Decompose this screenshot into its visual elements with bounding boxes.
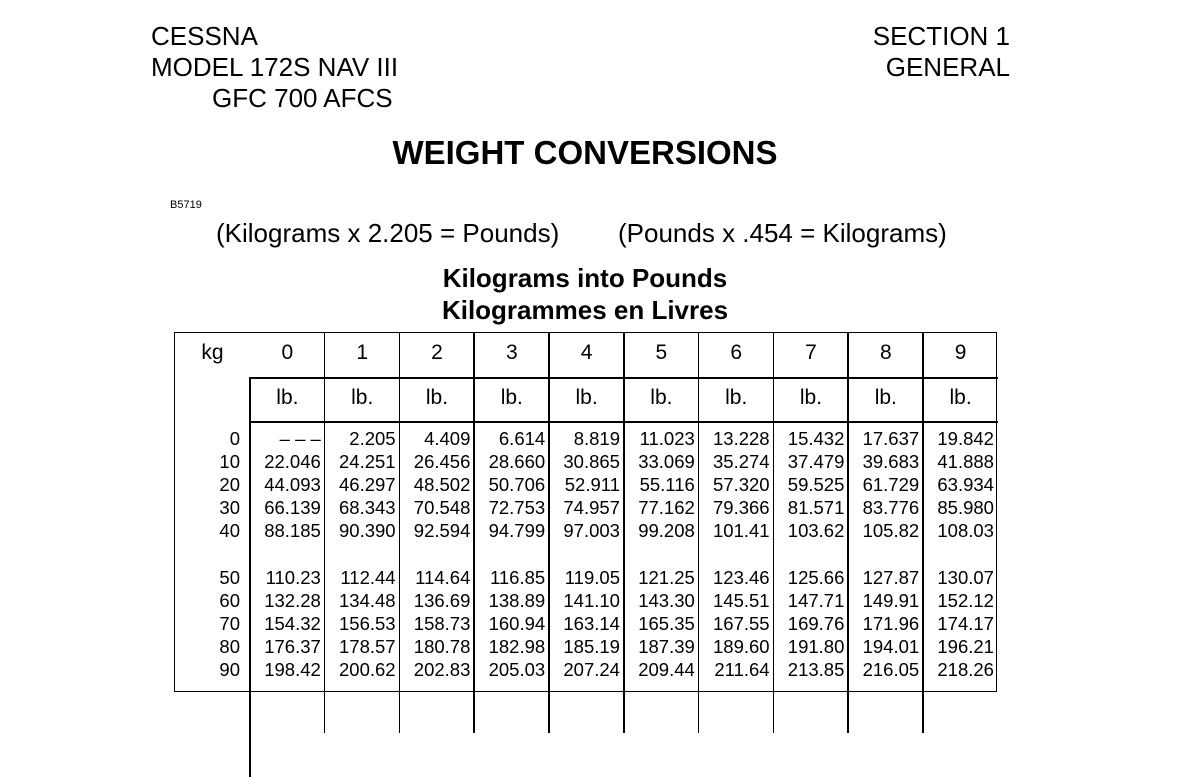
table-cell: 46.297 [339, 474, 396, 495]
table-cell: 26.456 [413, 451, 471, 472]
table-cell: 112.44 [340, 567, 396, 588]
table-cell: 108.03 [937, 520, 994, 541]
table-cell: 194.01 [862, 636, 920, 657]
table-cell: 77.162 [638, 497, 695, 518]
table-cell: 39.683 [862, 451, 920, 472]
table-cell: 35.274 [713, 451, 770, 472]
table-cell: 165.35 [638, 613, 695, 634]
column-header: 1 [356, 341, 369, 364]
header-autopilot: GFC 700 AFCS [212, 83, 393, 113]
table-cell: 24.251 [339, 451, 396, 472]
table-cell: 28.660 [488, 451, 546, 472]
table-cell: 185.19 [563, 636, 620, 657]
unit-label: lb. [351, 386, 374, 409]
table-cell: 79.366 [713, 497, 770, 518]
row-kg-value: 40 [219, 520, 240, 541]
table-cell: 48.502 [413, 474, 471, 495]
table-cell: 15.432 [787, 428, 845, 449]
unit-label: lb. [575, 386, 598, 409]
table-cell: 154.32 [264, 613, 321, 634]
table-cell: 205.03 [488, 659, 546, 680]
table-cell: 123.46 [713, 567, 770, 588]
table-cell: 8.819 [573, 428, 620, 449]
table-cell: 187.39 [638, 636, 695, 657]
row-kg-value: 50 [219, 567, 240, 588]
page-title: WEIGHT CONVERSIONS [392, 134, 778, 171]
table-cell: 191.80 [787, 636, 845, 657]
table-cell: 163.14 [563, 613, 620, 634]
header-right [860, 21, 1010, 83]
table-cell: 178.57 [339, 636, 396, 657]
table-cell: 11.023 [639, 428, 695, 449]
table-cell: 99.208 [638, 520, 695, 541]
table-cell: 156.53 [339, 613, 396, 634]
table-cell: 158.73 [413, 613, 471, 634]
table-cell: 57.320 [713, 474, 770, 495]
table-cell: 110.23 [265, 567, 321, 588]
row-kg-value: 80 [219, 636, 240, 657]
column-header: 8 [879, 341, 892, 364]
conversion-table [174, 332, 997, 692]
table-cell: 121.25 [638, 567, 695, 588]
header-row-divider [250, 377, 998, 379]
row-kg-value: 30 [219, 497, 240, 518]
table-cell: 74.957 [563, 497, 620, 518]
figure-code: B5719 [170, 199, 202, 211]
header-left [151, 21, 398, 114]
row-kg-value: 10 [219, 451, 240, 472]
table-cell: 13.228 [713, 428, 770, 449]
subtitle-french: Kilogrammes en Livres [441, 295, 729, 325]
column-header: 6 [730, 341, 743, 364]
unit-label: lb. [949, 386, 972, 409]
table-cell: 52.911 [564, 474, 620, 495]
table-cell: 147.71 [787, 590, 845, 611]
table-cell: 149.91 [862, 590, 920, 611]
table-cell: 88.185 [264, 520, 321, 541]
table-cell: 101.41 [713, 520, 770, 541]
column-header: 3 [505, 341, 518, 364]
header-model: MODEL 172S NAV III [151, 52, 399, 82]
unit-label: lb. [799, 386, 823, 409]
table-cell: 68.343 [339, 497, 396, 518]
table-cell: 81.571 [787, 497, 845, 518]
formula-kg-to-lb: (Kilograms x 2.205 = Pounds) [216, 218, 560, 248]
table-cell: 63.934 [937, 474, 994, 495]
table-cell: 2.205 [349, 428, 396, 449]
table-cell: 198.42 [264, 659, 321, 680]
column-header: 9 [954, 341, 967, 364]
table-cell: 4.409 [424, 428, 471, 449]
table-cell: 174.17 [937, 613, 994, 634]
table-cell: 83.776 [862, 497, 920, 518]
formula-lb-to-kg: (Pounds x .454 = Kilograms) [618, 218, 947, 248]
table-cell: 202.83 [413, 659, 471, 680]
unit-label: lb. [725, 386, 748, 409]
table-cell: 55.116 [639, 474, 695, 495]
table-cell: 143.30 [638, 590, 695, 611]
table-cell: 130.07 [937, 567, 994, 588]
table-cell: 22.046 [264, 451, 321, 472]
table-cell: 119.05 [564, 567, 620, 588]
table-cell: 169.76 [787, 613, 845, 634]
table-cell: 182.98 [488, 636, 546, 657]
table-cell: 30.865 [563, 451, 620, 472]
table-cell: 152.12 [937, 590, 994, 611]
row-kg-value: 0 [229, 428, 240, 449]
table-cell: 167.55 [713, 613, 770, 634]
table-cell: 17.637 [862, 428, 920, 449]
unit-label: lb. [874, 386, 897, 409]
table-cell: 125.66 [787, 567, 845, 588]
table-cell: 209.44 [638, 659, 695, 680]
subtitle-english: Kilograms into Pounds [442, 263, 728, 293]
row-kg-value: 20 [219, 474, 240, 495]
table-cell: 116.85 [489, 567, 546, 588]
column-header: 7 [805, 341, 817, 364]
table-cell: 211.64 [714, 659, 770, 680]
table-cell: 61.729 [862, 474, 920, 495]
table-cell: 171.96 [862, 613, 920, 634]
table-cell: 138.89 [488, 590, 546, 611]
table-cell: 94.799 [488, 520, 546, 541]
unit-row-divider [250, 421, 998, 423]
table-cell: 218.26 [937, 659, 994, 680]
header-section-name: GENERAL [885, 52, 1010, 82]
header-manufacturer: CESSNA [151, 21, 258, 51]
table-cell: 160.94 [488, 613, 546, 634]
table-cell: 41.888 [937, 451, 994, 472]
table-cell: 132.28 [264, 590, 321, 611]
table-cell: 213.85 [787, 659, 845, 680]
table-cell: 136.69 [413, 590, 471, 611]
table-cell: 50.706 [488, 474, 546, 495]
unit-label: lb. [650, 386, 673, 409]
table-cell: 33.069 [638, 451, 695, 472]
column-header: 0 [281, 341, 294, 364]
table-cell: 216.05 [862, 659, 920, 680]
table-cell: 66.139 [264, 497, 321, 518]
table-cell: 180.78 [413, 636, 471, 657]
corner-label-kg: kg [201, 341, 224, 364]
table-cell: 207.24 [563, 659, 620, 680]
table-cell: 145.51 [713, 590, 770, 611]
table-cell: 37.479 [787, 451, 845, 472]
column-header: 4 [580, 341, 593, 364]
table-cell: 200.62 [339, 659, 396, 680]
table-cell: 92.594 [413, 520, 471, 541]
table-cell: 90.390 [339, 520, 396, 541]
table-cell: 176.37 [264, 636, 321, 657]
table-cell: 72.753 [488, 497, 546, 518]
row-kg-value: 60 [219, 590, 240, 611]
header-section: SECTION 1 [872, 21, 1010, 51]
table-cell: 97.003 [563, 520, 620, 541]
table-cell: 127.87 [862, 567, 920, 588]
table-cell: 19.842 [937, 428, 994, 449]
unit-label: lb. [425, 386, 449, 409]
row-kg-value: 70 [219, 613, 240, 634]
table-cell: 134.48 [339, 590, 396, 611]
table-cell: 6.614 [498, 428, 546, 449]
table-cell: 141.10 [563, 590, 620, 611]
table-cell: 103.62 [787, 520, 845, 541]
table-cell: 189.60 [713, 636, 770, 657]
table-cell: 196.21 [937, 636, 994, 657]
table-cell: 85.980 [937, 497, 994, 518]
table-cell: 70.548 [413, 497, 471, 518]
table-cell: 105.82 [862, 520, 920, 541]
unit-label: lb. [500, 386, 523, 409]
table-cell: 44.093 [264, 474, 321, 495]
table-subtitle [0, 262, 1170, 326]
table-cell: 114.64 [415, 567, 471, 588]
unit-label: lb. [276, 386, 299, 409]
table-cell: 59.525 [787, 474, 845, 495]
column-header: 5 [655, 341, 668, 364]
column-header: 2 [431, 341, 443, 364]
row-kg-value: 90 [219, 659, 240, 680]
table-cell: – – – [279, 428, 321, 449]
